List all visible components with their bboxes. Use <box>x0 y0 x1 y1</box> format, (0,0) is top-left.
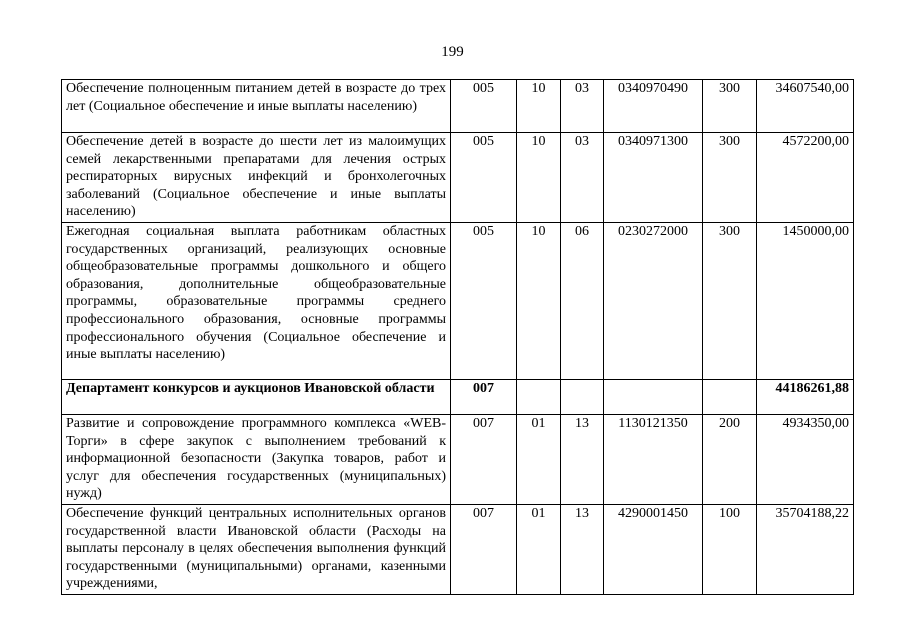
ministry-code: 005 <box>451 80 517 133</box>
amount: 4934350,00 <box>757 414 854 504</box>
target-article-code: 0340971300 <box>604 133 703 223</box>
expense-type-code: 300 <box>703 80 757 133</box>
expense-type-code: 100 <box>703 504 757 594</box>
row-description: Ежегодная социальная выплата работникам областных государственных организаций, реализующих основные общеобразовательные программы дошкольного и общего образования, дополнительные общеобразовательные программы, образовательные программы среднего профессионального образования, основные программы профессионального обучения (Социальное обеспечение и иные выплаты населению) <box>62 222 451 379</box>
target-article-code: 0230272000 <box>604 222 703 379</box>
ministry-code: 007 <box>451 504 517 594</box>
table-row <box>62 504 854 594</box>
section-code: 10 <box>517 222 561 379</box>
ministry-code: 005 <box>451 133 517 223</box>
amount: 44186261,88 <box>757 379 854 414</box>
section-code: 01 <box>517 504 561 594</box>
amount: 35704188,22 <box>757 504 854 594</box>
subsection-code: 03 <box>561 133 604 223</box>
ministry-code: 005 <box>451 222 517 379</box>
subsection-code <box>561 379 604 414</box>
ministry-code: 007 <box>451 414 517 504</box>
target-article-code: 0340970490 <box>604 80 703 133</box>
subsection-code: 13 <box>561 414 604 504</box>
expense-type-code: 300 <box>703 133 757 223</box>
row-description: Обеспечение функций центральных исполнительных органов государственной власти Ивановской области (Расходы на выплаты персоналу в целях обеспечения выполнения функций государственными (муниципальными) органами, казенными учреждениями, <box>62 504 451 594</box>
table-row <box>62 222 854 379</box>
page-number: 199 <box>441 44 464 60</box>
subsection-code: 13 <box>561 504 604 594</box>
amount: 4572200,00 <box>757 133 854 223</box>
target-article-code <box>604 379 703 414</box>
amount: 1450000,00 <box>757 222 854 379</box>
section-code: 10 <box>517 80 561 133</box>
table-row-department <box>62 379 854 414</box>
section-code: 10 <box>517 133 561 223</box>
expense-type-code: 200 <box>703 414 757 504</box>
table-row <box>62 133 854 223</box>
budget-table <box>61 79 854 595</box>
target-article-code: 1130121350 <box>604 414 703 504</box>
row-description: Обеспечение детей в возрасте до шести лет из малоимущих семей лекарственными препаратами для лечения острых респираторных вирусных инфекций и бронхолегочных заболеваний (Социальное обеспечение и иные выплаты населению) <box>62 133 451 223</box>
expense-type-code: 300 <box>703 222 757 379</box>
row-description: Департамент конкурсов и аукционов Ивановской области <box>62 379 451 414</box>
target-article-code: 4290001450 <box>604 504 703 594</box>
subsection-code: 03 <box>561 80 604 133</box>
section-code: 01 <box>517 414 561 504</box>
ministry-code: 007 <box>451 379 517 414</box>
subsection-code: 06 <box>561 222 604 379</box>
expense-type-code <box>703 379 757 414</box>
table-row <box>62 414 854 504</box>
table-row <box>62 80 854 133</box>
row-description: Развитие и сопровождение программного комплекса «WEB-Торги» в сфере закупок с выполнением требований к информационной безопасности (Закупка товаров, работ и услуг для обеспечения государственных (муниципальных) нужд) <box>62 414 451 504</box>
row-description: Обеспечение полноценным питанием детей в возрасте до трех лет (Социальное обеспечение и иные выплаты населению) <box>62 80 451 133</box>
section-code <box>517 379 561 414</box>
amount: 34607540,00 <box>757 80 854 133</box>
